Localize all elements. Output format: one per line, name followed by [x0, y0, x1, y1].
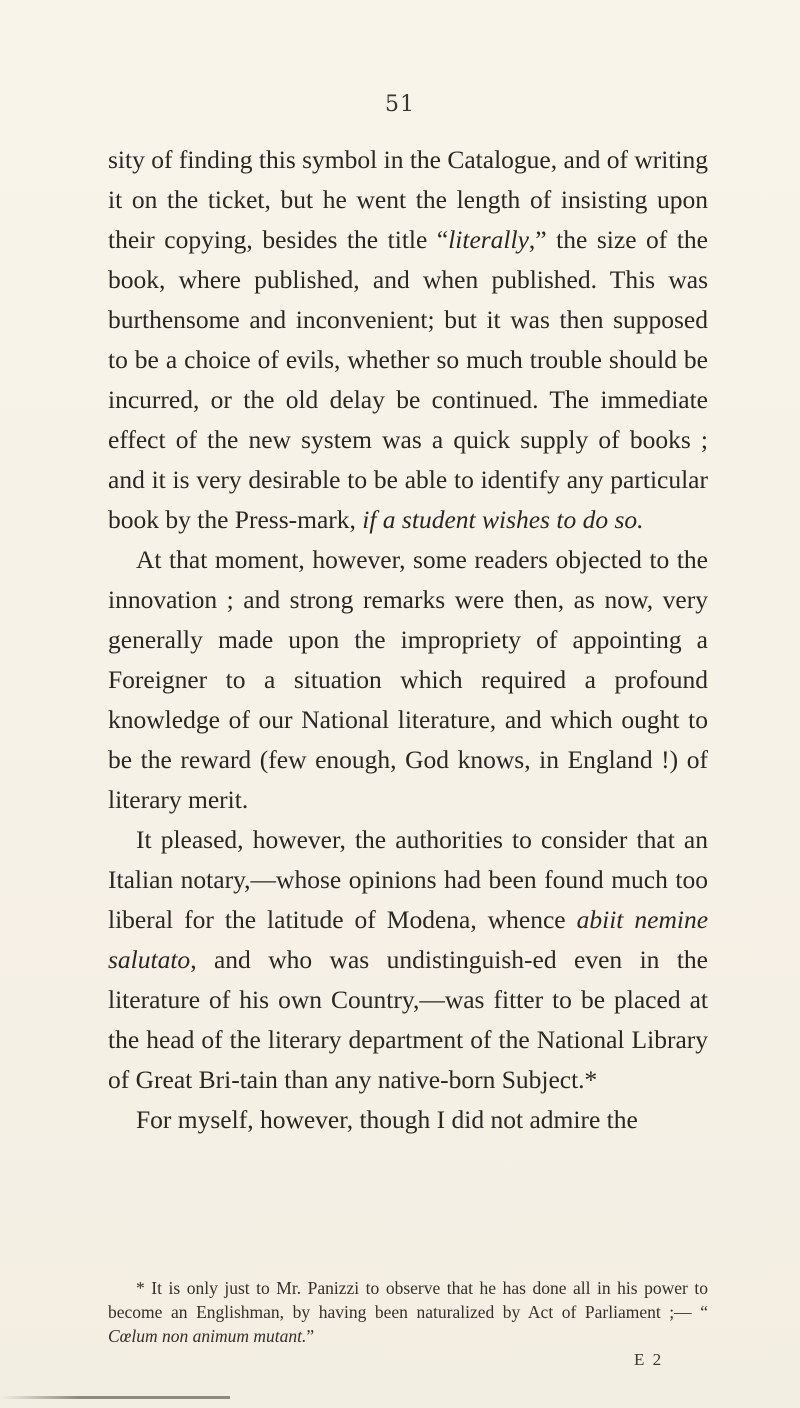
italic-text: abiit nemine salutato: [108, 905, 709, 974]
italic-text: literally: [448, 225, 529, 254]
paragraph-p4: [108, 1100, 708, 1140]
printer-signature-mark: E 2: [634, 1350, 664, 1369]
text-run: For myself, however, though I did not admire the: [136, 1105, 638, 1134]
page-number: 51: [385, 92, 415, 117]
text-run: , and who was undistinguish-ed even in the literature of his own Country,—was fitter to be placed at the head of the literary department of the National Library of Great Bri-tain than any native-born Subject.*: [108, 945, 708, 1094]
footnote: [108, 1276, 708, 1348]
footnote-text-run: * It is only just to Mr. Panizzi to observe that he has done all in his power to become an Englishman, by having been naturalized by Act of Parliament ;— “: [108, 1278, 708, 1322]
italic-text: if a student wishes to do so.: [362, 505, 644, 534]
footnote-italic-text: Cœlum non animum mutant.: [108, 1326, 307, 1346]
paragraph-p2: [108, 540, 708, 820]
text-run: At that moment, however, some readers objected to the innovation ; and strong remarks were then, as now, very generally made upon the impropriety of appointing a Foreigner to a situation which required a profound knowledge of our National literature, and which ought to be the reward (few enough, God knows, in England !) of literary merit.: [108, 545, 708, 814]
paragraph-p3: [108, 820, 708, 1100]
text-run: sity of finding this symbol in the Catalogue, and of writing it on the ticket, but he went the length of insisting upon their copying, besides the title “: [108, 145, 708, 254]
page-edge-shadow: [0, 1396, 230, 1399]
footnote-text-run: ”: [306, 1326, 315, 1346]
paragraph-p1: [108, 140, 708, 540]
body-text: [108, 140, 708, 1140]
text-run: ,” the size of the book, where published, and when published. This was burthensome and inconvenient; but it was then supposed to be a choice of evils, whether so much trouble should be incurred, or the old delay be continued. The immediate effect of the new system was a quick supply of books ; and it is very desirable to be able to identify any particular book by the Press-mark,: [108, 225, 708, 534]
text-run: It pleased, however, the authorities to consider that an Italian notary,—whose opinions had been found much too liberal for the latitude of Modena, whence: [108, 825, 708, 934]
